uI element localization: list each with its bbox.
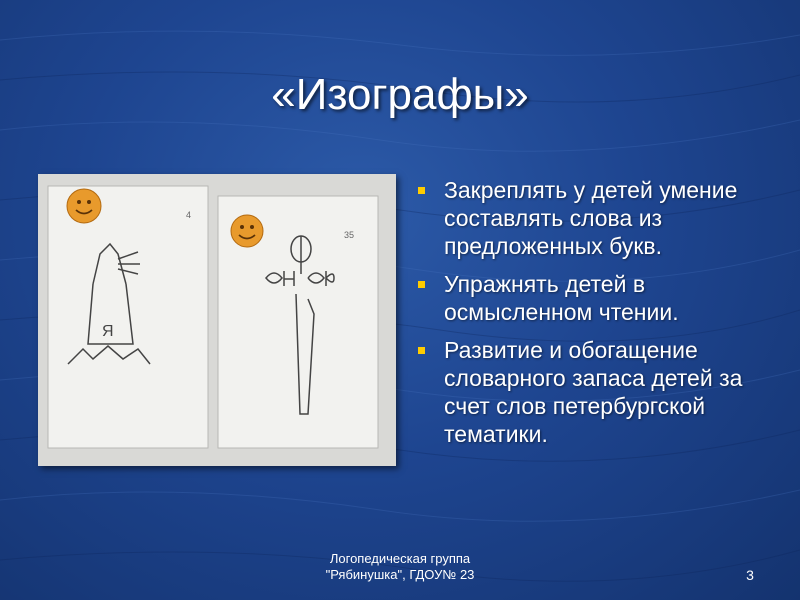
card-lighthouse [48,186,208,448]
bullet-text: Закреплять у детей умение составлять слова из предложенных букв. [444,177,738,259]
bullet-text: Развитие и обогащение словарного запаса детей за счет слов петербургской тематики. [444,337,743,447]
footer-text [270,551,530,583]
square-bullet-icon [418,347,425,354]
square-bullet-icon [418,187,425,194]
card1-number: 4 [186,210,192,220]
square-bullet-icon [418,281,425,288]
bullet-item [410,176,790,260]
footer-line-1: Логопедическая группа [329,551,471,566]
photo-illustration [38,174,396,466]
page-number: 3 [746,567,754,583]
footer-line-2: "Рябинушка", ГДОУ№ 23 [325,567,475,582]
bullet-text: Упражнять детей в осмысленном чтении. [444,271,679,325]
svg-text:Я: Я [102,323,114,340]
bullet-list [410,176,790,458]
card2-number: 35 [344,230,355,240]
photo-izografy-cards [38,174,396,466]
bullet-item [410,336,790,448]
smiley-face-icon [231,215,263,247]
slide-title: «Изографы» [271,70,529,119]
smiley-face-icon [67,189,101,223]
bullet-item [410,270,790,326]
